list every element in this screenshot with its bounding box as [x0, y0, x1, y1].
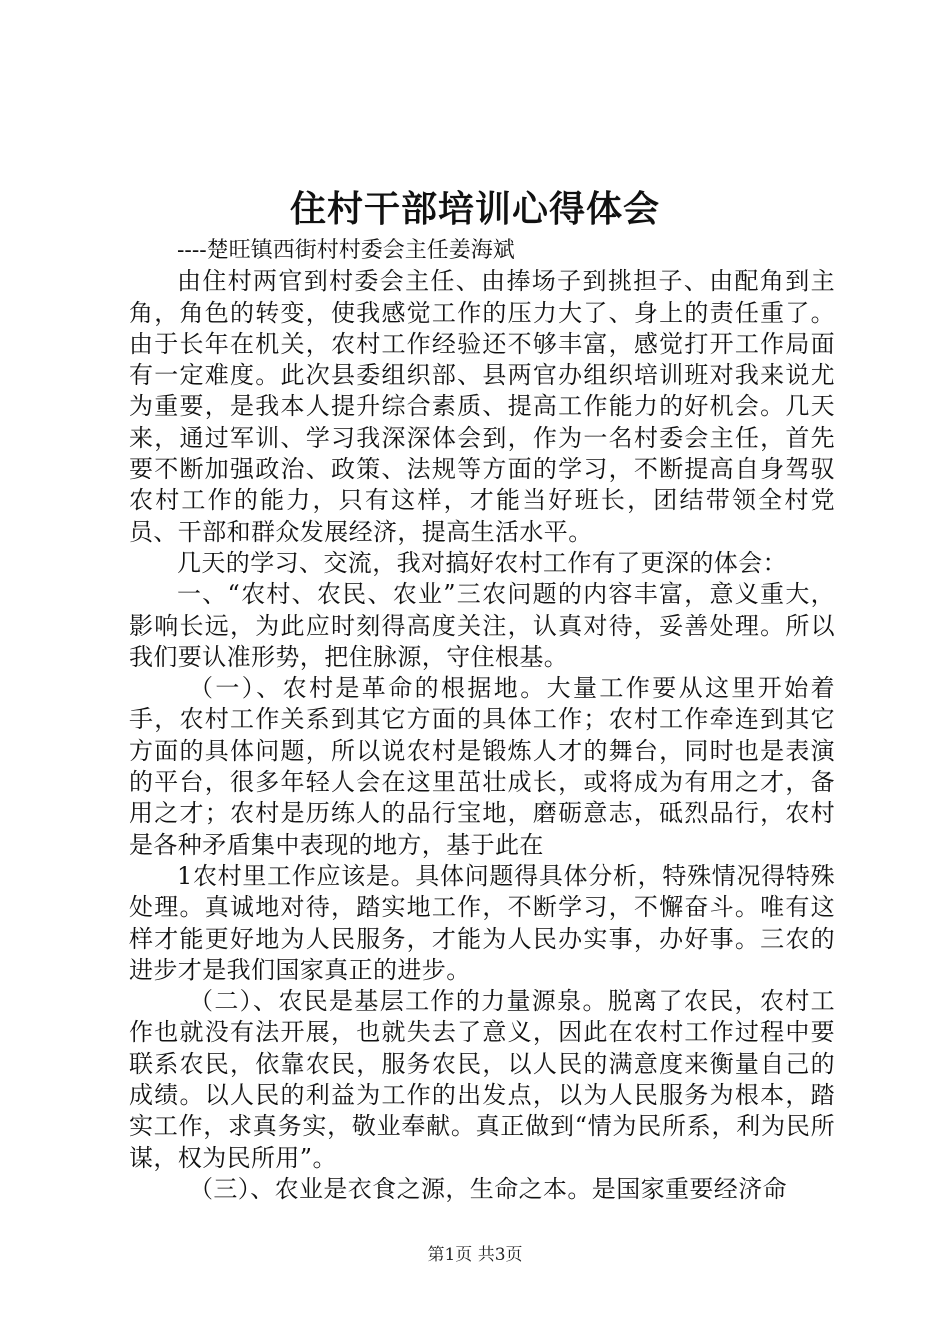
- document-body: [129, 235, 835, 1205]
- paragraph-intro: 由住村两官到村委会主任、由捧场子到挑担子、由配角到主角，角色的转变，使我感觉工作的压力大了、身上的责任重了。由于长年在机关，农村工作经验还不够丰富，感觉打开工作局面有一定难度。此次县委组织部、县两官办组织培训班对我来说尤为重要，是我本人提升综合素质、提高工作能力的好机会。几天来，通过军训、学习我深深体会到，作为一名村委会主任，首先要不断加强政治、政策、法规等方面的学习，不断提高自身驾驭农村工作的能力，只有这样，才能当好班长，团结带领全村党员、干部和群众发展经济，提高生活水平。: [129, 267, 835, 546]
- document-title: 住村干部培训心得体会: [289, 188, 660, 230]
- document-subtitle: ----楚旺镇西街村村委会主任姜海斌: [177, 238, 515, 263]
- paragraph-section-one: 一、“农村、农民、农业”三农问题的内容丰富，意义重大，影响长远，为此应时刻得高度关注，认真对待，妥善处理。所以我们要认准形势，把住脉源，守住根基。: [129, 580, 835, 671]
- paragraph-experience-lead: 几天的学习、交流，我对搞好农村工作有了更深的体会：: [177, 548, 787, 577]
- paragraph-subsection-one-continued: 1农村里工作应该是。具体问题得具体分析，特殊情况得特殊处理。真诚地对待，踏实地工作，不断学习，不懈奋斗。唯有这样才能更好地为人民服务，才能为人民办实事，办好事。三农的进步才是我们国家真正的进步。: [129, 861, 835, 984]
- paragraph-subsection-three: （三）、农业是衣食之源，生命之本。是国家重要经济命: [189, 1174, 787, 1203]
- paragraph-subsection-two: （二）、农民是基层工作的力量源泉。脱离了农民，农村工作也就没有法开展，也就失去了意义，因此在农村工作过程中要联系农民，依靠农民，服务农民，以人民的满意度来衡量自己的成绩。以人民的利益为工作的出发点，以为人民服务为根本，踏实工作，求真务实，敬业奉献。真正做到“情为民所系，利为民所谋，权为民所用”。: [129, 987, 835, 1172]
- paragraph-subsection-one: （一）、农村是革命的根据地。大量工作要从这里开始着手，农村工作关系到其它方面的具体工作；农村工作牵连到其它方面的具体问题，所以说农村是锻炼人才的舞台，同时也是表演的平台，很多年轻人会在这里茁壮成长，或将成为有用之才，备用之才；农村是历练人的品行宝地，磨砺意志，砥烈品行，农村是各种矛盾集中表现的地方，基于此在: [129, 674, 835, 859]
- page-number-footer: 第1页 共3页: [427, 1245, 523, 1265]
